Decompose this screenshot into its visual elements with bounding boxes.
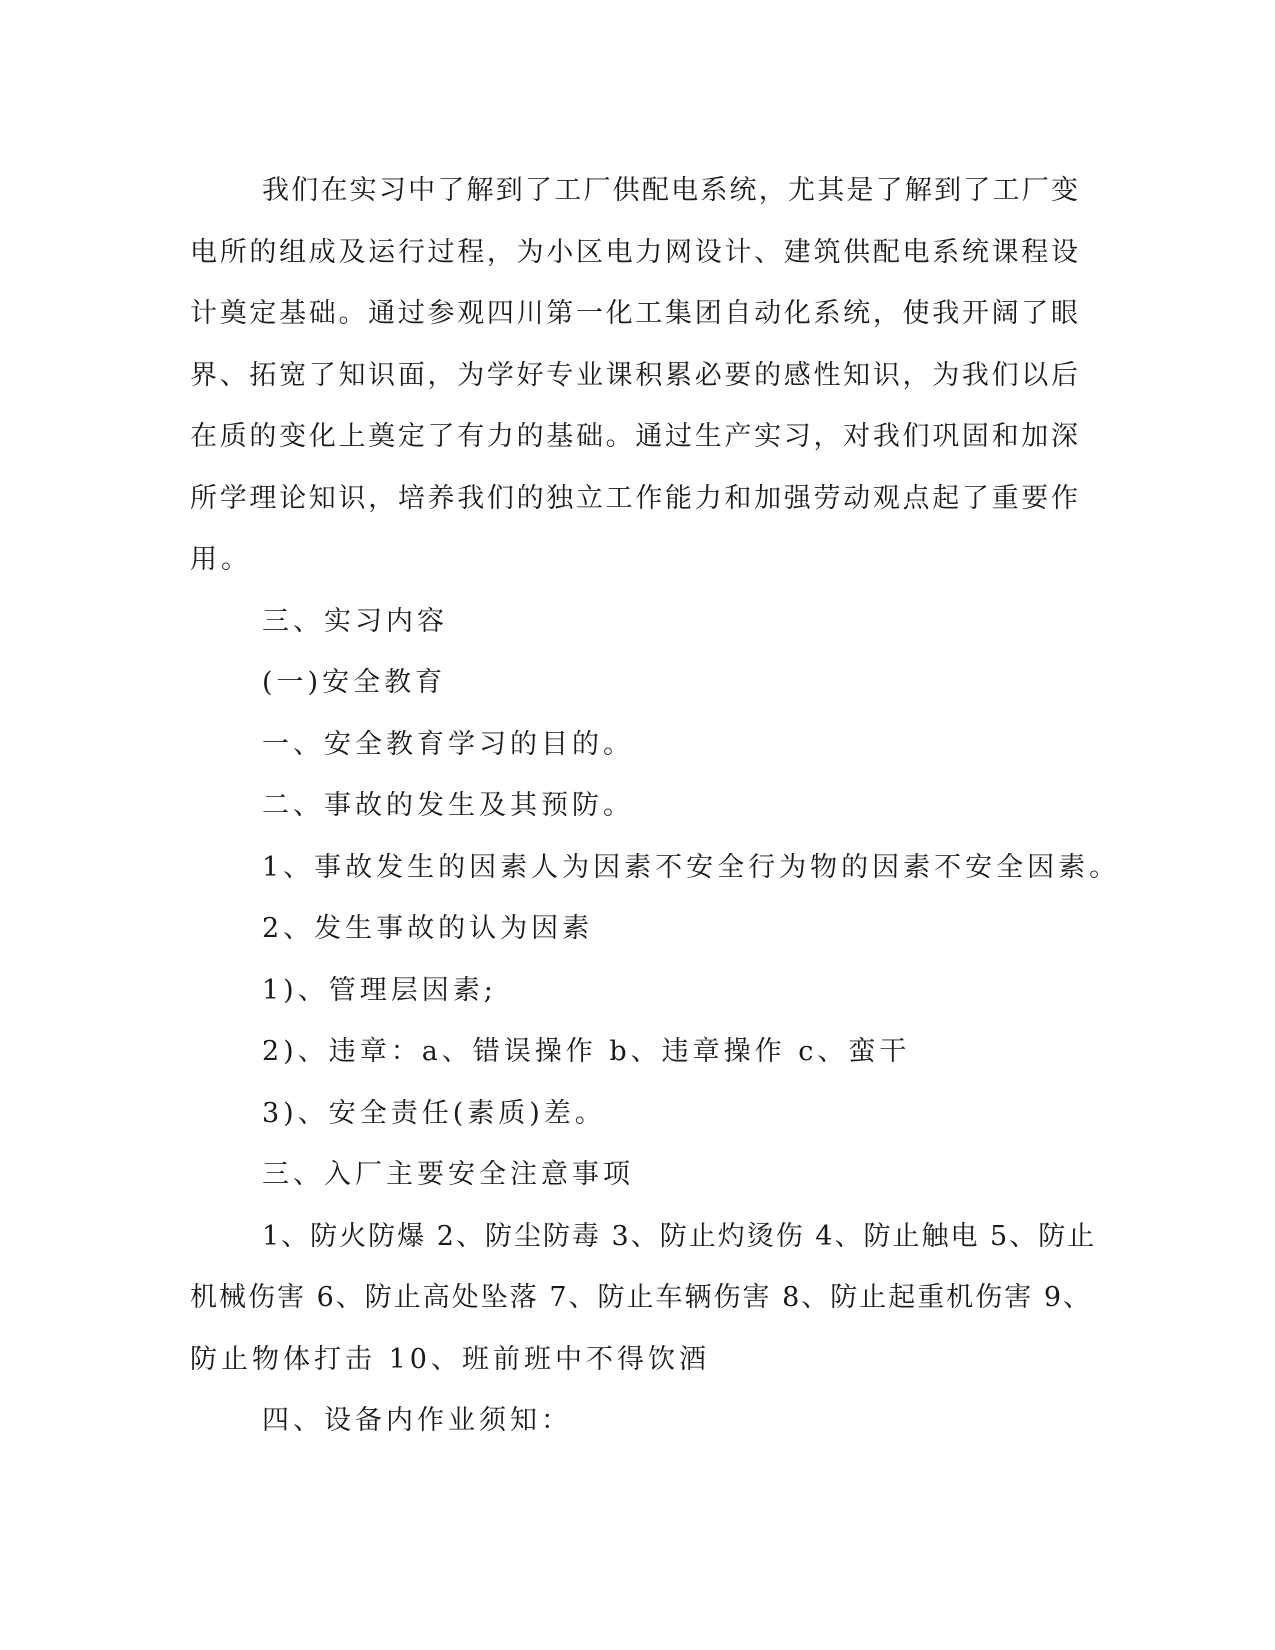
list-item: 2)、违章：a、错误操作 b、违章操作 c、蛮干: [262, 1036, 911, 1067]
paragraph-line: 电所的组成及运行过程，为小区电力网设计、建筑供配电系统课程设: [190, 236, 1080, 268]
section-heading: 三、入厂主要安全注意事项: [262, 1159, 634, 1190]
paragraph-line: 我们在实习中了解到了工厂供配电系统，尤其是了解到了工厂变: [262, 175, 1080, 206]
document-body: [190, 160, 1121, 1452]
list-item: 3)、安全责任(素质)差。: [262, 1097, 606, 1129]
paragraph-line: 1、防火防爆 2、防尘防毒 3、防止灼烫伤 4、防止触电 5、防止: [262, 1220, 1097, 1252]
paragraph-line: 所学理论知识，培养我们的独立工作能力和加强劳动观点起了重要作: [190, 482, 1080, 514]
paragraph-line: 防止物体打击 10、班前班中不得饮酒: [190, 1343, 710, 1375]
subsection-heading: (一)安全教育: [262, 667, 447, 698]
section-heading: 四、设备内作业须知：: [262, 1405, 572, 1436]
paragraph-line: 机械伤害 6、防止高处坠落 7、防止车辆伤害 8、防止起重机伤害 9、: [190, 1282, 1093, 1313]
section-heading: 三、实习内容: [262, 605, 448, 637]
list-item: 2、发生事故的认为因素: [262, 913, 594, 944]
list-item: 二、事故的发生及其预防。: [262, 790, 634, 821]
paragraph-line: 用。: [190, 544, 252, 575]
list-item: 一、安全教育学习的目的。: [262, 728, 634, 760]
list-item: 1、事故发生的因素人为因素不安全行为物的因素不安全因素。: [262, 851, 1121, 883]
paragraph-line: 在质的变化上奠定了有力的基础。通过生产实习，对我们巩固和加深: [190, 421, 1080, 452]
list-item: 1)、管理层因素;: [262, 974, 497, 1006]
paragraph-line: 计奠定基础。通过参观四川第一化工集团自动化系统，使我开阔了眼: [190, 298, 1080, 329]
paragraph-line: 界、拓宽了知识面，为学好专业课积累必要的感性知识，为我们以后: [190, 359, 1080, 391]
